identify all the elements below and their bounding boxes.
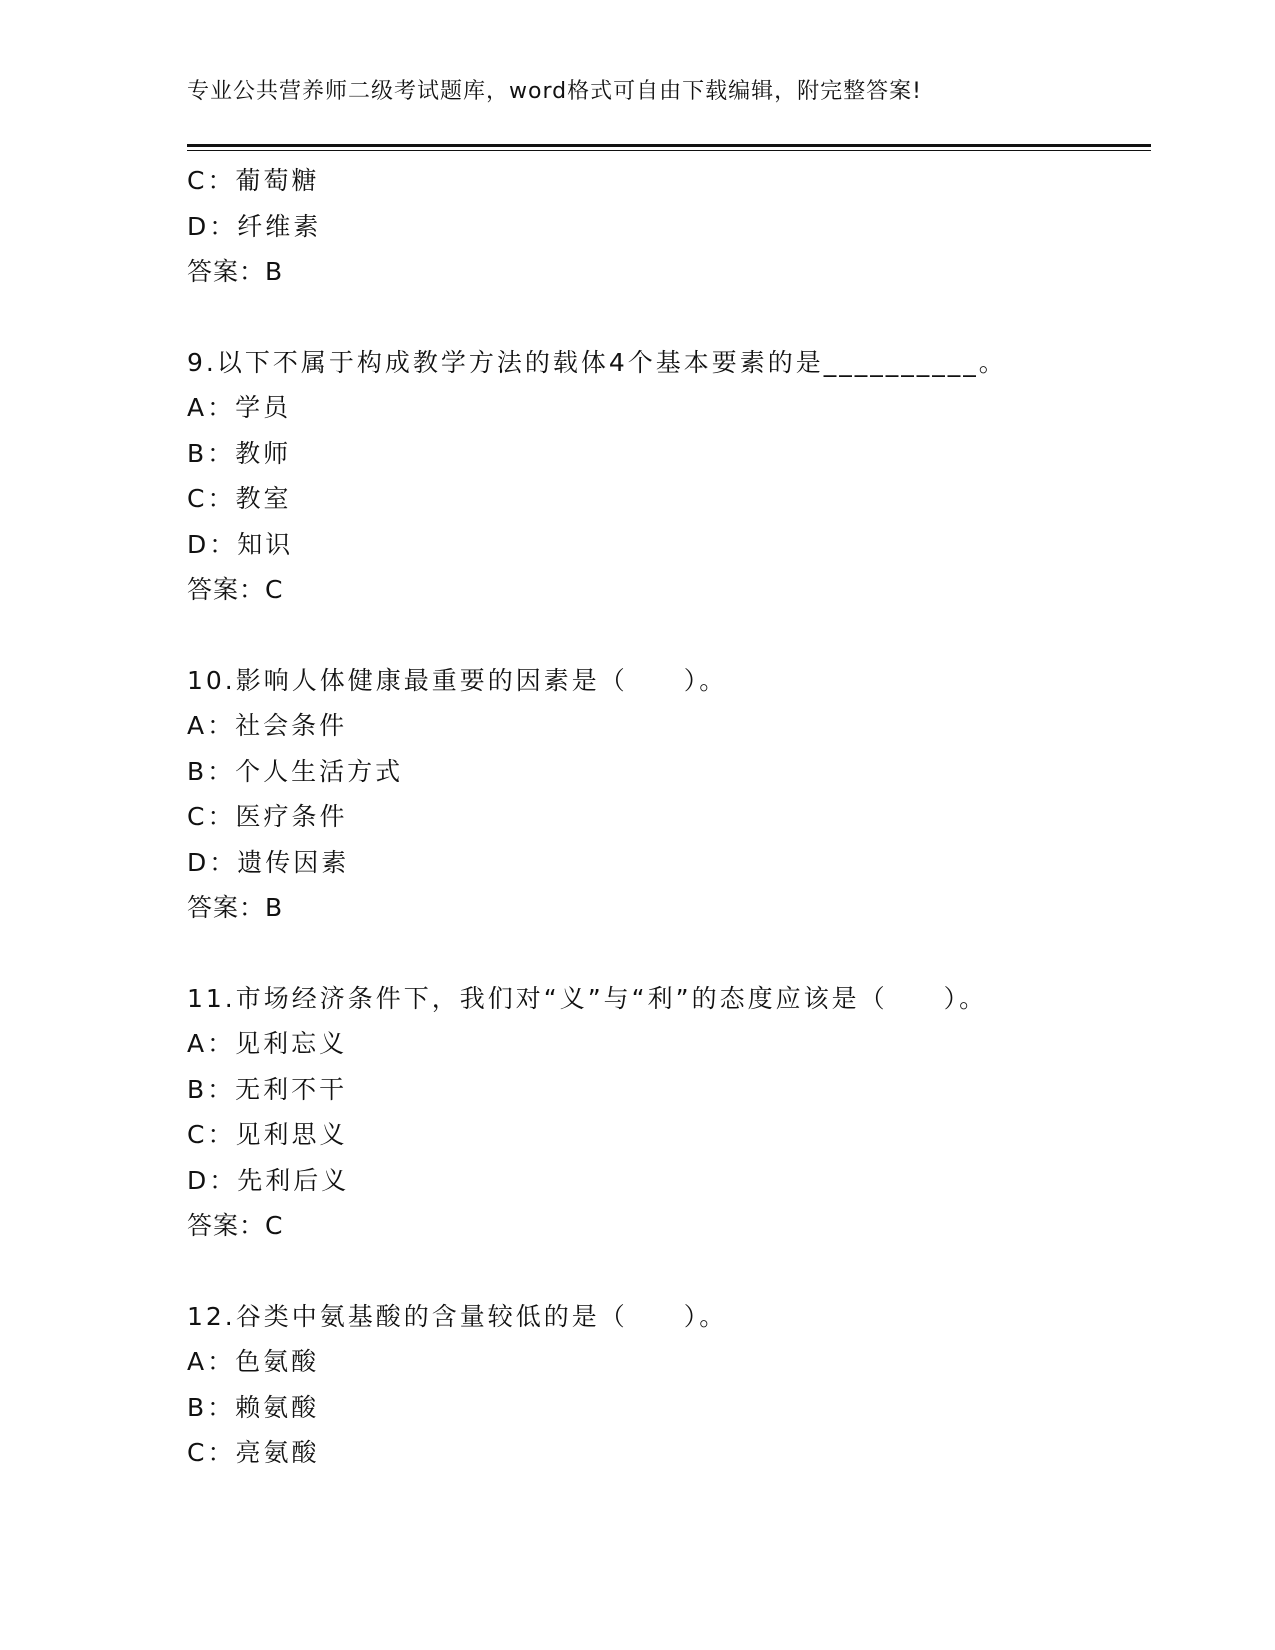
question-stem: 9.以下不属于构成教学方法的载体4个基本要素的是__________。	[187, 347, 1007, 377]
option-b: B：教师	[187, 438, 292, 468]
question-block-11	[187, 976, 1151, 1249]
option-d: D：先利后义	[187, 1165, 350, 1195]
option-a: A：社会条件	[187, 711, 348, 740]
option-d: D：纤维素	[187, 211, 322, 241]
option-b: B：赖氨酸	[187, 1392, 320, 1422]
question-block-partial	[187, 158, 1151, 295]
option-c: C：教室	[187, 484, 292, 513]
question-block-10	[187, 658, 1151, 931]
answer-text: 答案：C	[187, 1211, 284, 1240]
question-stem: 10.影响人体健康最重要的因素是（ ）。	[187, 665, 728, 695]
header-divider	[187, 144, 1151, 147]
option-b: B：无利不干	[187, 1074, 348, 1104]
answer-text: 答案：B	[187, 257, 284, 286]
option-a: A：学员	[187, 393, 292, 422]
question-stem: 11.市场经济条件下，我们对“义”与“利”的态度应该是（ ）。	[187, 983, 988, 1013]
option-d: D：遗传因素	[187, 847, 350, 877]
option-c: C：见利思义	[187, 1120, 348, 1149]
question-stem: 12.谷类中氨基酸的含量较低的是（ ）。	[187, 1301, 728, 1331]
answer-text: 答案：B	[187, 893, 284, 922]
option-c: C：葡萄糖	[187, 166, 320, 195]
header-divider-thin	[187, 150, 1151, 151]
page-header: 专业公共营养师二级考试题库，word格式可自由下载编辑，附完整答案!	[187, 79, 922, 104]
option-c: C：亮氨酸	[187, 1438, 320, 1467]
question-block-9	[187, 340, 1151, 613]
option-a: A：色氨酸	[187, 1347, 320, 1376]
answer-text: 答案：C	[187, 575, 284, 604]
option-a: A：见利忘义	[187, 1029, 348, 1058]
option-b: B：个人生活方式	[187, 756, 404, 786]
option-d: D：知识	[187, 529, 294, 559]
option-c: C：医疗条件	[187, 802, 348, 831]
question-list	[187, 158, 1151, 1476]
question-block-12	[187, 1294, 1151, 1476]
